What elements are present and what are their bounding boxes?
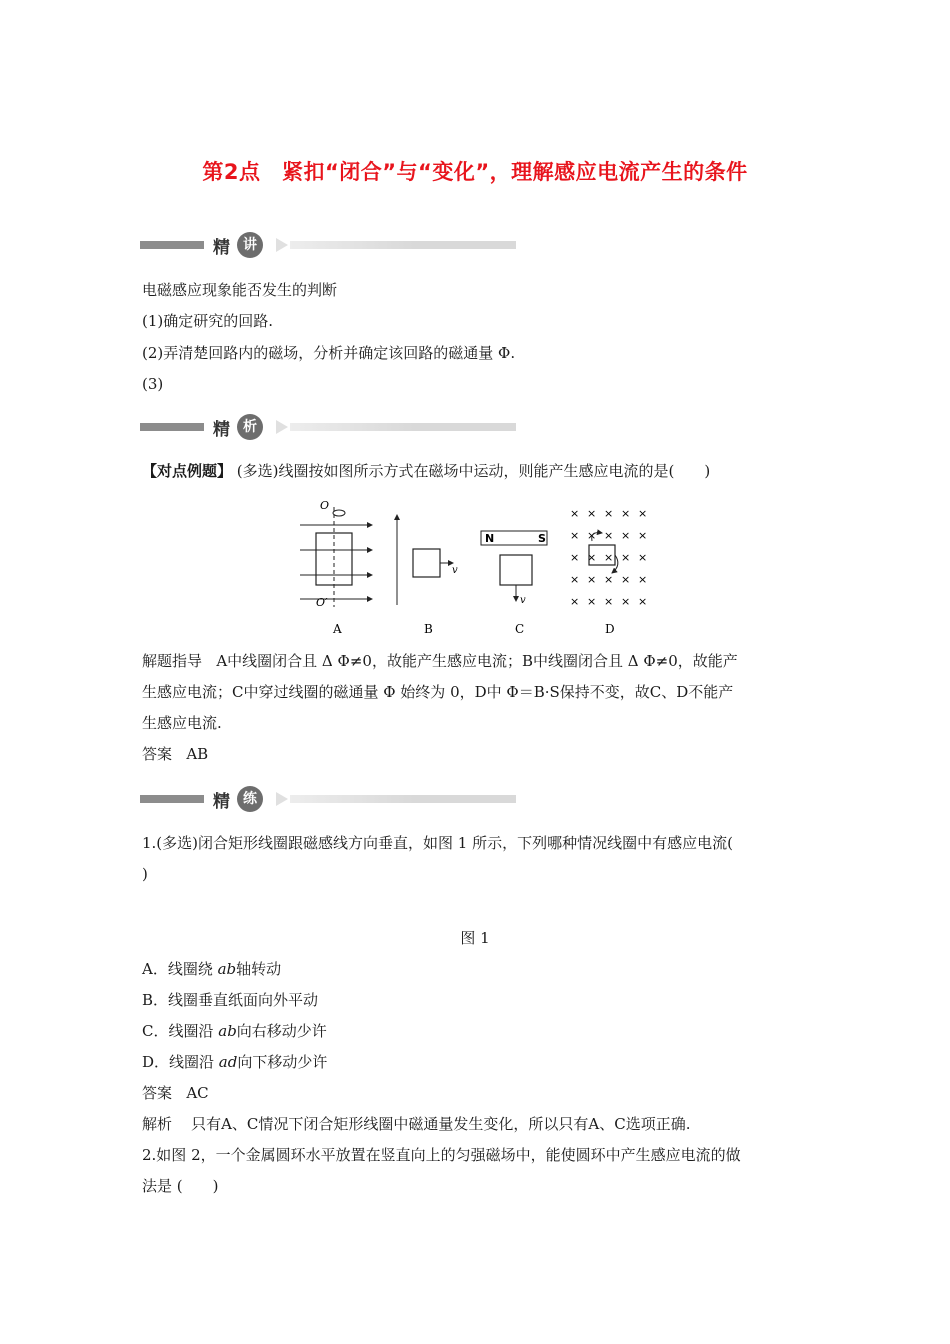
magnetic-field-cross: × xyxy=(587,507,597,520)
answer-value: AB xyxy=(186,745,209,763)
magnetic-field-cross: × xyxy=(570,595,580,608)
lecture-step-3: (3) xyxy=(142,375,164,393)
guide-line-1: A中线圈闭合且 Δ Φ≠0，故能产生感应电流；B中线圈闭合且 Δ Φ≠0，故能产 xyxy=(216,652,738,670)
practice-question-1 xyxy=(142,828,810,890)
option-d: D．线圈沿 ad向下移动少许 xyxy=(142,1053,328,1071)
lecture-step-1: (1)确定研究的回路. xyxy=(142,312,274,330)
section-banner-jingxi xyxy=(140,414,516,440)
magnetic-field-cross: × xyxy=(638,595,648,608)
practice-options xyxy=(142,954,810,1202)
magnetic-field-cross: × xyxy=(604,573,614,586)
figure-label-v-b: v xyxy=(452,565,458,576)
section-banner-badge: 析 xyxy=(237,414,263,440)
figure-label-o: O xyxy=(320,499,330,512)
magnetic-field-cross: × xyxy=(621,551,631,564)
magnetic-field-cross: × xyxy=(621,595,631,608)
section-banner-badge: 练 xyxy=(237,786,263,812)
magnetic-field-cross: × xyxy=(621,573,631,586)
magnetic-field-cross: × xyxy=(587,551,597,564)
magnet-n-label: N xyxy=(485,532,495,545)
figure-panel-c xyxy=(481,531,547,606)
figure-caption-a: A xyxy=(333,622,342,636)
section-banner-badge: 讲 xyxy=(237,232,263,258)
magnetic-field-cross: × xyxy=(638,507,648,520)
practice-analysis: 解析 只有A、C情况下闭合矩形线圈中磁通量发生变化，所以只有A、C选项正确. xyxy=(142,1115,691,1133)
option-a: A．线圈绕 ab轴转动 xyxy=(142,960,282,978)
magnetic-field-cross: × xyxy=(604,507,614,520)
section-banner-jingjiang xyxy=(140,232,516,258)
magnetic-field-cross: × xyxy=(638,551,648,564)
example-figure xyxy=(290,495,650,640)
guide-line-2: 生感应电流；C中穿过线圈的磁通量 Φ 始终为 0，D中 Φ＝B·S保持不变，故C、D不能产 xyxy=(142,683,734,701)
figure-panel-a xyxy=(300,499,372,609)
example-tag: 【对点例题】 xyxy=(142,462,233,480)
figure-caption-c: C xyxy=(515,622,525,636)
magnetic-field-cross: × xyxy=(570,551,580,564)
answer-label: 答案 xyxy=(142,745,173,763)
figure-label-o-prime: O′ xyxy=(316,596,328,609)
guide-label: 解题指导 xyxy=(142,652,203,670)
figure-panel-d xyxy=(570,507,647,608)
q2-line-2: 法是 ( ) xyxy=(142,1177,219,1195)
magnetic-field-cross: × xyxy=(604,529,614,542)
option-c: C．线圈沿 ab向右移动少许 xyxy=(142,1022,327,1040)
option-b: B．线圈垂直纸面向外平动 xyxy=(142,991,319,1009)
magnetic-field-cross: × xyxy=(638,573,648,586)
magnetic-field-cross: × xyxy=(587,573,597,586)
example-question xyxy=(142,460,710,482)
figure-panel-b xyxy=(397,515,458,605)
q2-line-1: 2.如图 2，一个金属圆环水平放置在竖直向上的匀强磁场中，能使圆环中产生感应电流的做 xyxy=(142,1146,741,1164)
magnet-s-label: S xyxy=(538,532,546,545)
section-banner-jinglian xyxy=(140,786,516,812)
magnetic-field-cross: × xyxy=(638,529,648,542)
magnetic-field-cross: × xyxy=(604,551,614,564)
figure-1-caption: 图 1 xyxy=(460,929,490,947)
lecture-step-2: (2)弄清楚回路内的磁场，分析并确定该回路的磁通量 Φ. xyxy=(142,344,516,362)
practice-answer: 答案 AC xyxy=(142,1084,209,1102)
section-banner-label: 精 xyxy=(213,420,230,440)
magnetic-field-cross: × xyxy=(587,529,597,542)
q1-line-2: ) xyxy=(142,865,148,883)
magnetic-field-cross: × xyxy=(570,507,580,520)
figure-label-v-c: v xyxy=(520,595,526,606)
q1-line-1: 1.(多选)闭合矩形线圈跟磁感线方向垂直，如图 1 所示，下列哪种情况线圈中有感应电流( xyxy=(142,834,733,852)
magnetic-field-cross: × xyxy=(570,529,580,542)
figure-caption-d: D xyxy=(605,622,615,636)
example-guide xyxy=(142,646,810,770)
page-title: 第2点 紧扣“闭合”与“变化”，理解感应电流产生的条件 xyxy=(202,160,748,184)
magnetic-field-cross: × xyxy=(621,507,631,520)
magnetic-field-cross: × xyxy=(604,595,614,608)
figure-caption-b: B xyxy=(424,622,433,636)
lecture-heading: 电磁感应现象能否发生的判断 xyxy=(142,281,338,299)
magnetic-field-cross: × xyxy=(570,573,580,586)
magnetic-field-cross: × xyxy=(587,595,597,608)
section-banner-label: 精 xyxy=(213,238,230,258)
guide-line-3: 生感应电流. xyxy=(142,714,222,732)
magnetic-field-cross: × xyxy=(621,529,631,542)
section-banner-label: 精 xyxy=(213,792,230,812)
example-question-text: (多选)线圈按如图所示方式在磁场中运动，则能产生感应电流的是( ) xyxy=(236,462,711,480)
